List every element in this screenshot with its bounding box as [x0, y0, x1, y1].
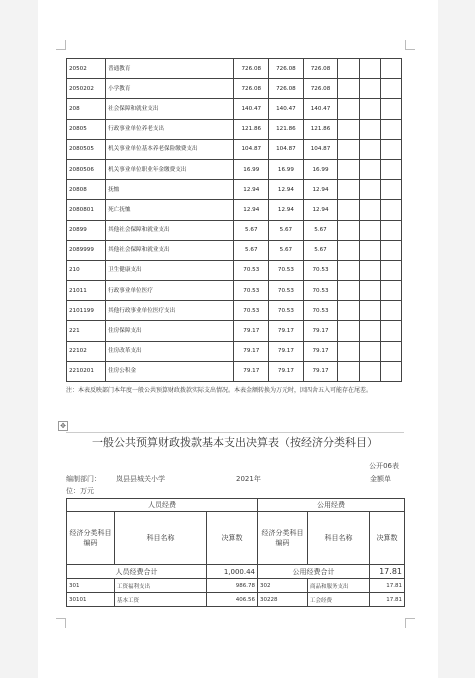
cell-amount: 17.81	[370, 593, 405, 607]
cell-amount: 5.67	[234, 220, 269, 240]
table-row	[67, 260, 402, 280]
cell-amount: 70.53	[303, 260, 338, 280]
cell-empty	[338, 361, 359, 381]
cell-amount: 121.86	[269, 119, 304, 139]
cell-empty	[338, 99, 359, 119]
cell-empty	[380, 99, 401, 119]
cell-empty	[380, 119, 401, 139]
cell-empty	[380, 59, 401, 79]
table-number: 公开06表	[369, 462, 399, 470]
cell-amount: 726.08	[303, 79, 338, 99]
cell-amount: 104.87	[269, 139, 304, 159]
table-row	[67, 341, 402, 361]
cell-code: 2080505	[67, 139, 106, 159]
basic-expenditure-table	[66, 498, 405, 607]
cell-amount: 726.08	[269, 59, 304, 79]
cell-amount: 79.17	[269, 341, 304, 361]
cell-empty	[338, 341, 359, 361]
cell-name: 其他社会保障和就业支出	[106, 220, 234, 240]
report-title: 一般公共预算财政拨款基本支出决算表（按经济分类科目）	[92, 436, 378, 449]
public-total-value: 17.81	[370, 565, 405, 579]
cell-empty	[338, 59, 359, 79]
cell-code: 2089999	[67, 240, 106, 260]
table-row	[67, 99, 402, 119]
cell-amount: 140.47	[234, 99, 269, 119]
cell-code: 30101	[67, 593, 115, 607]
cell-empty	[338, 159, 359, 179]
cell-amount: 12.94	[303, 200, 338, 220]
table-row	[67, 59, 402, 79]
cell-amount: 70.53	[234, 301, 269, 321]
table-row	[67, 361, 402, 381]
cell-empty	[338, 321, 359, 341]
col-header-amount: 决算数	[207, 512, 258, 565]
table-row	[67, 281, 402, 301]
public-total-label: 公用经费合计	[258, 565, 370, 579]
cell-amount: 121.86	[234, 119, 269, 139]
cell-empty	[359, 281, 380, 301]
cell-empty	[338, 260, 359, 280]
cell-amount: 70.53	[303, 301, 338, 321]
cell-empty	[359, 180, 380, 200]
cell-amount: 5.67	[303, 240, 338, 260]
cell-empty	[380, 180, 401, 200]
cell-code: 2101199	[67, 301, 106, 321]
cell-amount: 70.53	[234, 281, 269, 301]
cell-amount: 70.53	[303, 281, 338, 301]
cell-empty	[359, 260, 380, 280]
cell-empty	[380, 139, 401, 159]
cell-empty	[380, 281, 401, 301]
page-divider	[66, 432, 404, 433]
crop-mark	[56, 40, 66, 50]
cell-name: 住房保障支出	[106, 321, 234, 341]
col-header-name: 科目名称	[115, 512, 207, 565]
cell-empty	[338, 139, 359, 159]
cell-empty	[380, 200, 401, 220]
cell-code: 210	[67, 260, 106, 280]
cell-amount: 12.94	[269, 200, 304, 220]
cell-empty	[359, 321, 380, 341]
cell-name: 机关事业单位基本养老保险缴费支出	[106, 139, 234, 159]
cell-code: 20502	[67, 59, 106, 79]
cell-amount: 726.08	[269, 79, 304, 99]
cell-name: 小学教育	[106, 79, 234, 99]
cell-empty	[359, 361, 380, 381]
cell-name: 卫生健康支出	[106, 260, 234, 280]
cell-amount: 17.81	[370, 579, 405, 593]
cell-amount: 5.67	[269, 240, 304, 260]
cell-amount: 986.78	[207, 579, 258, 593]
cell-empty	[338, 220, 359, 240]
cell-empty	[359, 79, 380, 99]
personnel-total-value: 1,000.44	[207, 565, 258, 579]
table-row	[67, 301, 402, 321]
cell-empty	[338, 79, 359, 99]
cell-empty	[359, 99, 380, 119]
cell-amount: 70.53	[234, 260, 269, 280]
cell-amount: 79.17	[234, 321, 269, 341]
cell-amount: 16.99	[303, 159, 338, 179]
table-row	[67, 119, 402, 139]
public-header: 公用经费	[258, 499, 405, 512]
cell-empty	[380, 79, 401, 99]
cell-amount: 406.56	[207, 593, 258, 607]
cell-name: 机关事业单位职业年金缴费支出	[106, 159, 234, 179]
personnel-header: 人员经费	[67, 499, 258, 512]
cell-empty	[338, 301, 359, 321]
cell-code: 208	[67, 99, 106, 119]
cell-amount: 79.17	[234, 361, 269, 381]
cell-amount: 70.53	[269, 260, 304, 280]
cell-empty	[380, 321, 401, 341]
cell-code: 2210201	[67, 361, 106, 381]
cell-amount: 79.17	[269, 361, 304, 381]
cell-amount: 16.99	[269, 159, 304, 179]
cell-amount: 140.47	[269, 99, 304, 119]
cell-empty	[359, 159, 380, 179]
cell-empty	[359, 119, 380, 139]
cell-empty	[359, 220, 380, 240]
cell-empty	[359, 240, 380, 260]
cell-name: 基本工资	[115, 593, 207, 607]
cell-empty	[338, 180, 359, 200]
cell-amount: 726.08	[234, 59, 269, 79]
table-row	[67, 79, 402, 99]
cell-empty	[338, 240, 359, 260]
cell-empty	[380, 341, 401, 361]
cell-amount: 12.94	[234, 180, 269, 200]
cell-empty	[380, 240, 401, 260]
cell-amount: 79.17	[303, 321, 338, 341]
cell-empty	[359, 341, 380, 361]
cell-code: 20805	[67, 119, 106, 139]
table-row	[67, 220, 402, 240]
cell-name: 工会经费	[308, 593, 370, 607]
cell-empty	[359, 200, 380, 220]
cell-amount: 79.17	[303, 341, 338, 361]
col-header-name: 科目名称	[308, 512, 370, 565]
cell-code: 20808	[67, 180, 106, 200]
cell-name: 行政事业单位医疗	[106, 281, 234, 301]
cell-amount: 726.08	[234, 79, 269, 99]
cell-amount: 104.87	[303, 139, 338, 159]
cell-amount: 70.53	[269, 281, 304, 301]
cell-empty	[380, 220, 401, 240]
cell-amount: 121.86	[303, 119, 338, 139]
cell-empty	[380, 301, 401, 321]
cell-empty	[380, 260, 401, 280]
cell-name: 社会保障和就业支出	[106, 99, 234, 119]
cell-empty	[338, 119, 359, 139]
cell-code: 221	[67, 321, 106, 341]
cell-name: 工资福利支出	[115, 579, 207, 593]
col-header-code: 经济分类科目编码	[67, 512, 115, 565]
cell-code: 2050202	[67, 79, 106, 99]
cell-amount: 5.67	[269, 220, 304, 240]
cell-code: 22102	[67, 341, 106, 361]
cell-empty	[359, 301, 380, 321]
col-header-code: 经济分类科目编码	[258, 512, 308, 565]
table-row	[67, 321, 402, 341]
cell-code: 302	[258, 579, 308, 593]
cell-empty	[380, 159, 401, 179]
cell-name: 抚恤	[106, 180, 234, 200]
amount-unit-label: 金额单	[370, 475, 391, 483]
unit-label: 位：万元	[66, 487, 94, 495]
table-row	[67, 200, 402, 220]
cell-amount: 79.17	[234, 341, 269, 361]
cell-amount: 16.99	[234, 159, 269, 179]
cell-name: 其他社会保障和就业支出	[106, 240, 234, 260]
table-move-handle-icon[interactable]: ✥	[58, 421, 68, 431]
cell-code: 21011	[67, 281, 106, 301]
cell-amount: 12.94	[234, 200, 269, 220]
cell-empty	[359, 59, 380, 79]
cell-name: 住房改革支出	[106, 341, 234, 361]
expenditure-table-continued	[66, 58, 402, 382]
cell-empty	[359, 139, 380, 159]
cell-amount: 726.08	[303, 59, 338, 79]
table-row	[67, 180, 402, 200]
cell-code: 20899	[67, 220, 106, 240]
cell-empty	[380, 361, 401, 381]
cell-amount: 5.67	[234, 240, 269, 260]
personnel-total-label: 人员经费合计	[67, 565, 207, 579]
cell-amount: 5.67	[303, 220, 338, 240]
cell-amount: 104.87	[234, 139, 269, 159]
report-year: 2021年	[236, 475, 261, 483]
cell-name: 行政事业单位养老支出	[106, 119, 234, 139]
cell-amount: 79.17	[303, 361, 338, 381]
cell-code: 30228	[258, 593, 308, 607]
table-row	[67, 159, 402, 179]
col-header-amount: 决算数	[370, 512, 405, 565]
cell-amount: 140.47	[303, 99, 338, 119]
crop-mark	[405, 40, 415, 50]
table-note: 注：本表反映部门本年度一般公共预算财政拨款实际支出情况。本表金额转换为万元时，因四舍五入可能存在尾差。	[66, 387, 373, 394]
cell-empty	[338, 281, 359, 301]
cell-amount: 12.94	[303, 180, 338, 200]
crop-mark	[405, 618, 415, 628]
table-row	[67, 139, 402, 159]
cell-name: 死亡抚恤	[106, 200, 234, 220]
cell-code: 2080801	[67, 200, 106, 220]
cell-amount: 79.17	[269, 321, 304, 341]
crop-mark	[56, 618, 66, 628]
cell-code: 2080506	[67, 159, 106, 179]
cell-name: 商品和服务支出	[308, 579, 370, 593]
table-row	[67, 240, 402, 260]
cell-amount: 12.94	[269, 180, 304, 200]
cell-name: 普通教育	[106, 59, 234, 79]
cell-empty	[338, 200, 359, 220]
org-name: 岚县县城关小学	[116, 475, 165, 483]
cell-amount: 70.53	[269, 301, 304, 321]
cell-code: 301	[67, 579, 115, 593]
org-label: 编制部门：	[66, 475, 101, 483]
cell-name: 住房公积金	[106, 361, 234, 381]
cell-name: 其他行政事业单位医疗支出	[106, 301, 234, 321]
